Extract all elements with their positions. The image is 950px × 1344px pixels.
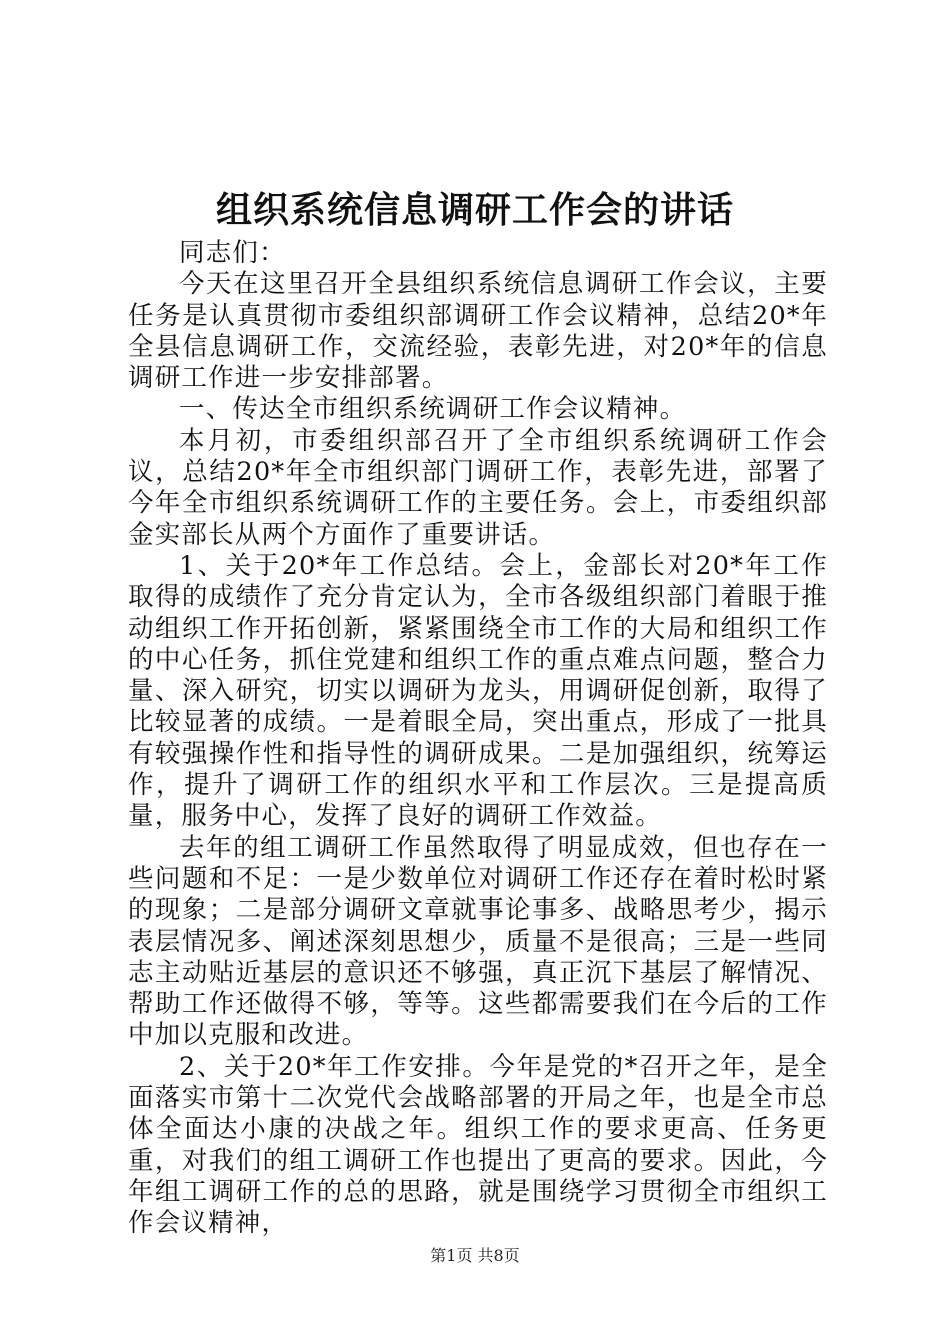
paragraph-work-plan: 2、关于20*年工作安排。今年是党的*召开之年，是全面落实市第十二次党代会战略部署的开局之年，也是全市总体全面达小康的决战之年。组织工作的要求更高、任务更重，对我们的组工调研工作也提出了更高的要求。因此，今年组工调研工作的总的思路，就是围绕学习贯彻全市组织工作会议精神， xyxy=(128,1051,828,1239)
paragraph-intro: 今天在这里召开全县组织系统信息调研工作会议，主要任务是认真贯彻市委组织部调研工作会议精神，总结20*年全县信息调研工作，交流经验，表彰先进，对20*年的信息调研工作进一步安排部署。 xyxy=(128,269,828,394)
paragraph-salutation: 同志们： xyxy=(179,238,286,268)
paragraph-shortcomings: 去年的组工调研工作虽然取得了明显成效，但也存在一些问题和不足：一是少数单位对调研工作还存在着时松时紧的现象；二是部分调研文章就事论事多、战略思考少，揭示表层情况多、阐述深刻思想少，质量不是很高；三是一些同志主动贴近基层的意识还不够强，真正沉下基层了解情况、帮助工作还做得不够，等等。这些都需要我们在今后的工作中加以克服和改进。 xyxy=(128,832,828,1051)
paragraph-meeting-summary: 本月初，市委组织部召开了全市组织系统调研工作会议，总结20*年全市组织部门调研工作，表彰先进，部署了今年全市组织系统调研工作的主要任务。会上，市委组织部金实部长从两个方面作了重要讲话。 xyxy=(128,425,828,550)
document-body xyxy=(128,238,828,1240)
paragraph-work-summary: 1、关于20*年工作总结。会上，金部长对20*年工作取得的成绩作了充分肯定认为，全市各级组织部门着眼于推动组织工作开拓创新，紧紧围绕全市工作的大局和组织工作的中心任务，抓住党建和组织工作的重点难点问题，整合力量、深入研究，切实以调研为龙头，用调研促创新，取得了比较显著的成绩。一是着眼全局，突出重点，形成了一批具有较强操作性和指导性的调研成果。二是加强组织，统筹运作，提升了调研工作的组织水平和工作层次。三是提高质量，服务中心，发挥了良好的调研工作效益。 xyxy=(128,550,828,832)
document-title: 组织系统信息调研工作会的讲话 xyxy=(215,189,734,231)
paragraph-section-heading-1: 一、传达全市组织系统调研工作会议精神。 xyxy=(179,394,687,425)
page-number-footer: 第1页 共8页 xyxy=(430,1246,520,1265)
